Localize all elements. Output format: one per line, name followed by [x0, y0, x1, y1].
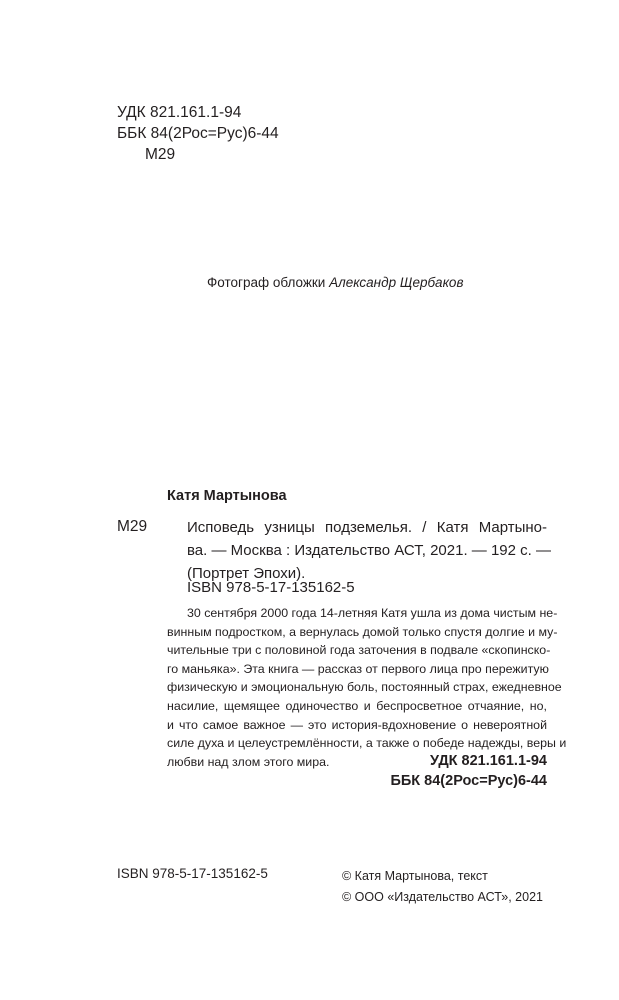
annotation-line: 30 сентября 2000 года 14-летняя Катя ушла из дома чистым не- — [187, 606, 558, 620]
annotation-line: любви над злом этого мира. — [167, 754, 330, 769]
title-line: Исповедь узницы подземелья. / Катя Мартыно- — [187, 519, 547, 536]
annotation-line: физическую и эмоциональную боль, постоянный страх, ежедневное — [167, 680, 562, 695]
title-line: (Портрет Эпохи). — [187, 565, 306, 582]
annotation-line: го маньяка». Эта книга — рассказ от первого лица про пережитую — [167, 661, 549, 676]
top-bbk-code: ББК 84(2Рос=Рус)6-44 — [117, 125, 279, 142]
title-line: ва. — Москва : Издательство АСТ, 2021. — 192 с. — — [187, 542, 551, 559]
annotation-line: силе духа и целеустремлённости, а также о победе надежды, веры и — [167, 736, 567, 751]
record-bbk-code: ББК 84(2Рос=Рус)6-44 — [390, 773, 547, 789]
top-author-mark: М29 — [145, 146, 176, 163]
annotation-line: чительные три с половиной года заточения в подвале «скопинско- — [167, 643, 551, 658]
record-title-block — [187, 516, 551, 585]
cover-photo-credit — [207, 275, 464, 290]
top-udk-code: УДК 821.161.1-94 — [117, 104, 242, 121]
photo-credit-label: Фотограф обложки — [207, 275, 326, 290]
record-author: Катя Мартынова — [167, 488, 287, 504]
record-classification-codes — [390, 751, 547, 791]
record-udk-code: УДК 821.161.1-94 — [430, 753, 547, 769]
annotation-line: насилие, щемящее одиночество и беспросветное отчаяние, но, — [167, 698, 547, 713]
record-annotation — [167, 604, 567, 771]
annotation-line: и что самое важное — это история-вдохновение о невероятной — [167, 717, 547, 732]
footer-isbn: ISBN 978-5-17-135162-5 — [117, 866, 268, 881]
photo-credit-name: Александр Щербаков — [329, 275, 464, 290]
top-classification-codes — [117, 102, 279, 165]
copyright-notices — [342, 866, 543, 908]
annotation-line: винным подростком, а вернулась домой только спустя долгие и му- — [167, 624, 558, 639]
record-author-mark: М29 — [117, 518, 148, 535]
copyright-author: © Катя Мартынова, текст — [342, 869, 488, 883]
copyright-publisher: © ООО «Издательство АСТ», 2021 — [342, 890, 543, 904]
record-isbn: ISBN 978-5-17-135162-5 — [187, 579, 355, 596]
